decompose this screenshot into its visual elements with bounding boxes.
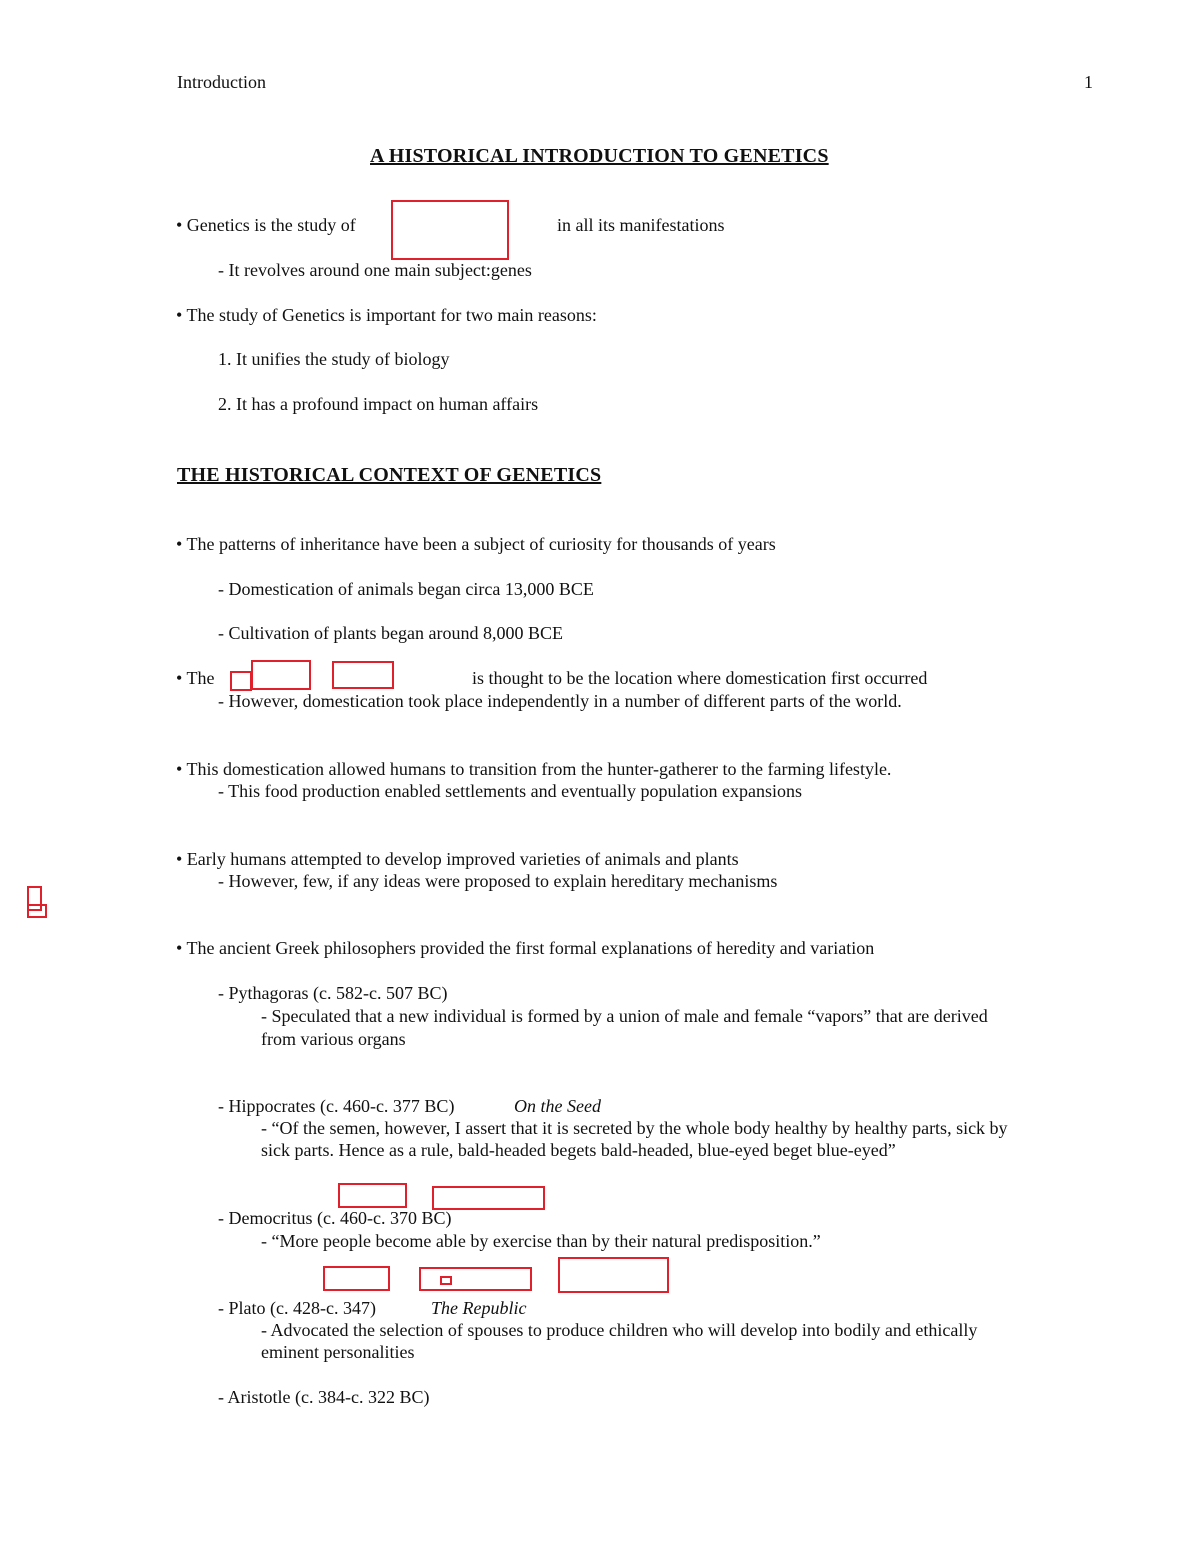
bullet-early-humans: • Early humans attempted to develop improved varieties of animals and plants bbox=[176, 849, 739, 869]
redaction-box bbox=[338, 1183, 407, 1208]
plato-work: The Republic bbox=[431, 1298, 527, 1318]
bullet-inheritance: • The patterns of inheritance have been a subject of curiosity for thousands of years bbox=[176, 534, 776, 554]
hippocrates-work: On the Seed bbox=[514, 1096, 601, 1116]
intro-bullet-1-start: • Genetics is the study of bbox=[176, 215, 356, 235]
democritus-quote: - “More people become able by exercise than by their natural predisposition.” bbox=[261, 1231, 821, 1251]
page-number: 1 bbox=[1084, 72, 1093, 92]
subpoint-few-ideas: - However, few, if any ideas were proposed to explain hereditary mechanisms bbox=[218, 871, 778, 891]
running-header: Introduction bbox=[177, 72, 266, 92]
philosopher-aristotle: - Aristotle (c. 384-c. 322 BC) bbox=[218, 1387, 430, 1407]
reason-item-1: 1. It unifies the study of biology bbox=[218, 349, 450, 369]
subpoint-food: - This food production enabled settlements and eventually population expansions bbox=[218, 781, 803, 801]
redaction-box bbox=[432, 1186, 545, 1210]
pythagoras-note-line2: from various organs bbox=[261, 1029, 406, 1049]
bullet-location-start: • The bbox=[176, 668, 215, 688]
reason-item-2: 2. It has a profound impact on human affairs bbox=[218, 394, 539, 414]
bullet-location-end: is thought to be the location where domestication first occurred bbox=[472, 668, 928, 688]
philosopher-plato: - Plato (c. 428-c. 347) bbox=[218, 1298, 376, 1318]
bullet-greeks: • The ancient Greek philosophers provided the first formal explanations of heredity and variation bbox=[176, 938, 875, 958]
redaction-box bbox=[440, 1276, 452, 1285]
subpoint-independent: - However, domestication took place independently in a number of different parts of the world. bbox=[218, 691, 902, 711]
pythagoras-note-line1: - Speculated that a new individual is formed by a union of male and female “vapors” that are derived bbox=[261, 1006, 988, 1026]
plato-note-line1: - Advocated the selection of spouses to produce children who will develop into bodily and ethically bbox=[261, 1320, 978, 1340]
redaction-box bbox=[391, 200, 509, 260]
redaction-box bbox=[323, 1266, 390, 1291]
bullet-domestication: • This domestication allowed humans to transition from the hunter-gatherer to the farming lifestyle. bbox=[176, 759, 892, 779]
redaction-box bbox=[558, 1257, 669, 1293]
philosopher-democritus: - Democritus (c. 460-c. 370 BC) bbox=[218, 1208, 452, 1228]
intro-bullet-1-end: in all its manifestations bbox=[557, 215, 725, 235]
intro-bullet-2: • The study of Genetics is important for two main reasons: bbox=[176, 305, 597, 325]
section-heading: THE HISTORICAL CONTEXT OF GENETICS bbox=[177, 464, 602, 486]
redaction-box bbox=[230, 671, 252, 691]
philosopher-pythagoras: - Pythagoras (c. 582-c. 507 BC) bbox=[218, 983, 448, 1003]
redaction-box bbox=[419, 1267, 532, 1291]
redaction-box bbox=[251, 660, 311, 690]
hippocrates-quote-line2: sick parts. Hence as a rule, bald-headed begets bald-headed, blue-eyed beget blue-eyed” bbox=[261, 1140, 896, 1160]
hippocrates-quote-line1: - “Of the semen, however, I assert that it is secreted by the whole body healthy by healthy parts, sick by bbox=[261, 1118, 1008, 1138]
margin-annotation-box bbox=[27, 904, 47, 918]
subpoint-plants: - Cultivation of plants began around 8,000 BCE bbox=[218, 623, 563, 643]
philosopher-hippocrates: - Hippocrates (c. 460-c. 377 BC) bbox=[218, 1096, 455, 1116]
redaction-box bbox=[332, 661, 394, 689]
subpoint-animals: - Domestication of animals began circa 13,000 BCE bbox=[218, 579, 594, 599]
plato-note-line2: eminent personalities bbox=[261, 1342, 415, 1362]
page-title: A HISTORICAL INTRODUCTION TO GENETICS bbox=[370, 145, 829, 167]
intro-subpoint: - It revolves around one main subject:genes bbox=[218, 260, 532, 280]
